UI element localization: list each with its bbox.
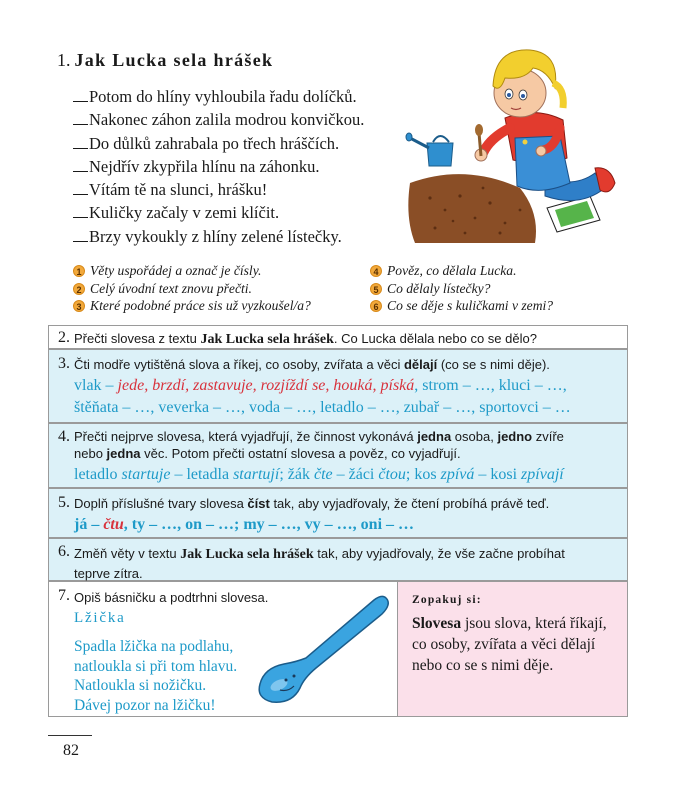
- poem: [74, 637, 237, 715]
- footer-rule: [48, 735, 92, 736]
- sentence: Kuličky začaly v zemi klíčit.: [73, 201, 364, 224]
- exercise-number: 3.: [58, 355, 70, 372]
- red-verbs: jede, brzdí, zastavuje, rozjíždí se, houká, píská: [117, 377, 415, 394]
- exercise-instruction: Přečti slovesa z textu Jak Lucka sela hrášek. Co Lucka dělala nebo co se dělo?: [74, 331, 537, 347]
- sentence: Do důlků zahrabala po třech hráščích.: [73, 132, 364, 155]
- answer-blank[interactable]: [73, 158, 88, 172]
- conjugation-row: já – čtu, ty – …, on – …; my – …, vy – …, oni – …: [74, 516, 415, 533]
- poem-line: Natloukla si nožičku.: [74, 677, 207, 694]
- number-badge-icon: 2: [73, 283, 85, 295]
- sentence: Potom do hlíny vyhloubila řadu dolíčků.: [73, 85, 364, 108]
- exercise-number: 5.: [58, 494, 70, 511]
- exercise-instruction: Doplň příslušné tvary slovesa číst tak, aby vyjadřovaly, že čtení probíhá právě teď.: [74, 496, 550, 511]
- number-badge-icon: 3: [73, 300, 85, 312]
- poem-line: natloukla si při tom hlavu.: [74, 657, 238, 675]
- example-row: letadlo startuje – letadla startují; žák čte – žáci čtou; kos zpívá – kosi zpívají: [74, 466, 564, 483]
- review-box: [397, 581, 628, 717]
- task-list-right: [370, 262, 553, 315]
- number-badge-icon: 4: [370, 265, 382, 277]
- exercise-instruction: Přečti nejprve slovesa, která vyjadřují, že činnost vykonává jedna osoba, jedno zvíře nebo jedna věc. Potom přečti ostatní slovesa a pověz, co vyjadřují.: [74, 429, 564, 461]
- exercise-title: Jak Lucka sela hrášek: [74, 50, 274, 70]
- review-text: Slovesa jsou slova, která říkají, co osoby, zvířata a věci dělají nebo co se s nimi děje.: [412, 615, 607, 674]
- exercise-4-box: [48, 423, 628, 488]
- task-item: 2 Celý úvodní text znovu přečti.: [73, 280, 311, 298]
- exercise-1-title: [57, 50, 273, 71]
- number-badge-icon: 1: [73, 265, 85, 277]
- task-item: 4 Pověz, co dělala Lucka.: [370, 262, 553, 280]
- exercise-instruction: Opiš básničku a podtrhni slovesa.: [74, 590, 269, 605]
- exercise-instruction: Změň věty v textu Jak Lucka sela hrášek tak, aby vyjadřovaly, že vše začne probíhat teprve zítra.: [74, 546, 565, 581]
- exercise-3-box: [48, 349, 628, 423]
- poem-line: Spadla lžička na podlahu,: [74, 638, 234, 655]
- number-badge-icon: 6: [370, 300, 382, 312]
- word-row: vlak – jede, brzdí, zastavuje, rozjíždí se, houká, píská, strom – …, kluci – …,: [74, 377, 567, 394]
- task-item: 6 Co se děje s kuličkami v zemi?: [370, 297, 553, 315]
- answer-blank[interactable]: [73, 111, 88, 125]
- review-heading: Zopakuj si:: [412, 594, 482, 606]
- spoon-illustration: [254, 592, 394, 707]
- poem-line: Dávej pozor na lžičku!: [74, 696, 216, 714]
- poem-title: Lžička: [74, 610, 126, 626]
- sentence: Brzy vykoukly z hlíny zelené lístečky.: [73, 225, 364, 248]
- task-item: 3 Které podobné práce sis už vyzkoušel/a?: [73, 297, 311, 315]
- answer-blank[interactable]: [73, 204, 88, 218]
- exercise-number: 7.: [58, 587, 70, 604]
- exercise-number: 6.: [58, 543, 70, 560]
- task-item: 5 Co dělaly lístečky?: [370, 280, 553, 298]
- task-list-left: [73, 262, 311, 315]
- answer-blank[interactable]: [73, 135, 88, 149]
- task-item: 1 Věty uspořádej a označ je čísly.: [73, 262, 311, 280]
- answer-blank[interactable]: [73, 228, 88, 242]
- sentence: Nakonec záhon zalila modrou konvičkou.: [73, 108, 364, 131]
- exercise-6-box: [48, 538, 628, 581]
- exercise-7-box: [48, 581, 398, 717]
- watering-can-icon: [406, 133, 453, 166]
- exercise-number: 2.: [58, 329, 70, 346]
- page-number: 82: [63, 742, 79, 759]
- exercise-instruction: Čti modře vytištěná slova a říkej, co osoby, zvířata a věci dělají (co se s nimi děje).: [74, 357, 550, 372]
- sentence-list: [73, 85, 364, 248]
- exercise-5-box: [48, 488, 628, 538]
- answer-blank[interactable]: [73, 181, 88, 195]
- word-row: štěňata – …, veverka – …, voda – …, letadlo – …, zubař – …, sportovci – …: [74, 399, 571, 416]
- exercise-2-box: [48, 325, 628, 349]
- number-badge-icon: 5: [370, 283, 382, 295]
- answer-blank[interactable]: [73, 88, 88, 102]
- exercise-number: 4.: [58, 428, 70, 445]
- sentence: Vítám tě na slunci, hrášku!: [73, 178, 364, 201]
- sentence: Nejdřív zkypřila hlínu na záhonku.: [73, 155, 364, 178]
- exercise-number: 1.: [57, 50, 71, 70]
- girl-planting-illustration: [405, 38, 620, 243]
